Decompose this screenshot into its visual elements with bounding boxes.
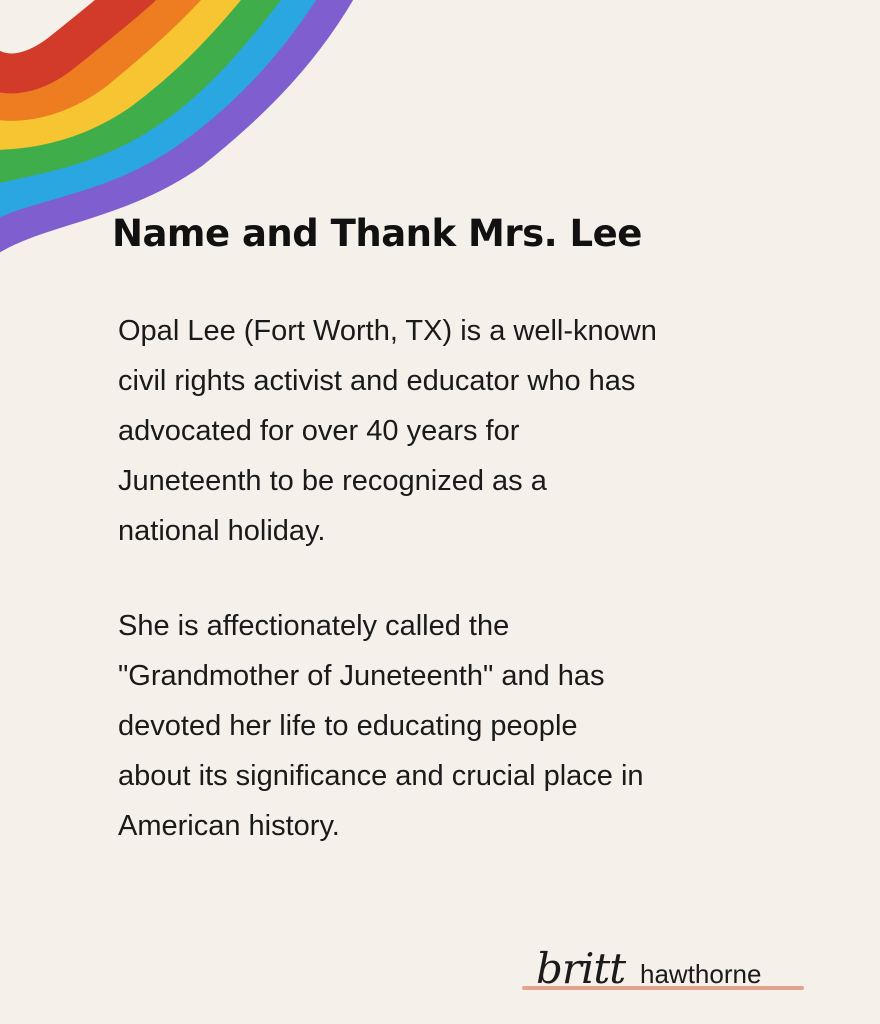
- card-title: Name and Thank Mrs. Lee: [112, 212, 642, 255]
- britt-hawthorne-logo: [522, 938, 812, 1000]
- logo-hawthorne: hawthorne: [640, 959, 762, 989]
- logo-script-britt: britt: [536, 944, 626, 993]
- paragraph-grandmother-of-juneteenth: She is affectionately called the "Grandmother of Juneteenth" and has devoted her life to educating people about its significance and crucial place in American history.: [118, 610, 644, 842]
- paragraph-opal-lee-intro: Opal Lee (Fort Worth, TX) is a well-known civil rights activist and educator who has advocated for over 40 years for Juneteenth to be recognized as a national holiday.: [118, 315, 657, 547]
